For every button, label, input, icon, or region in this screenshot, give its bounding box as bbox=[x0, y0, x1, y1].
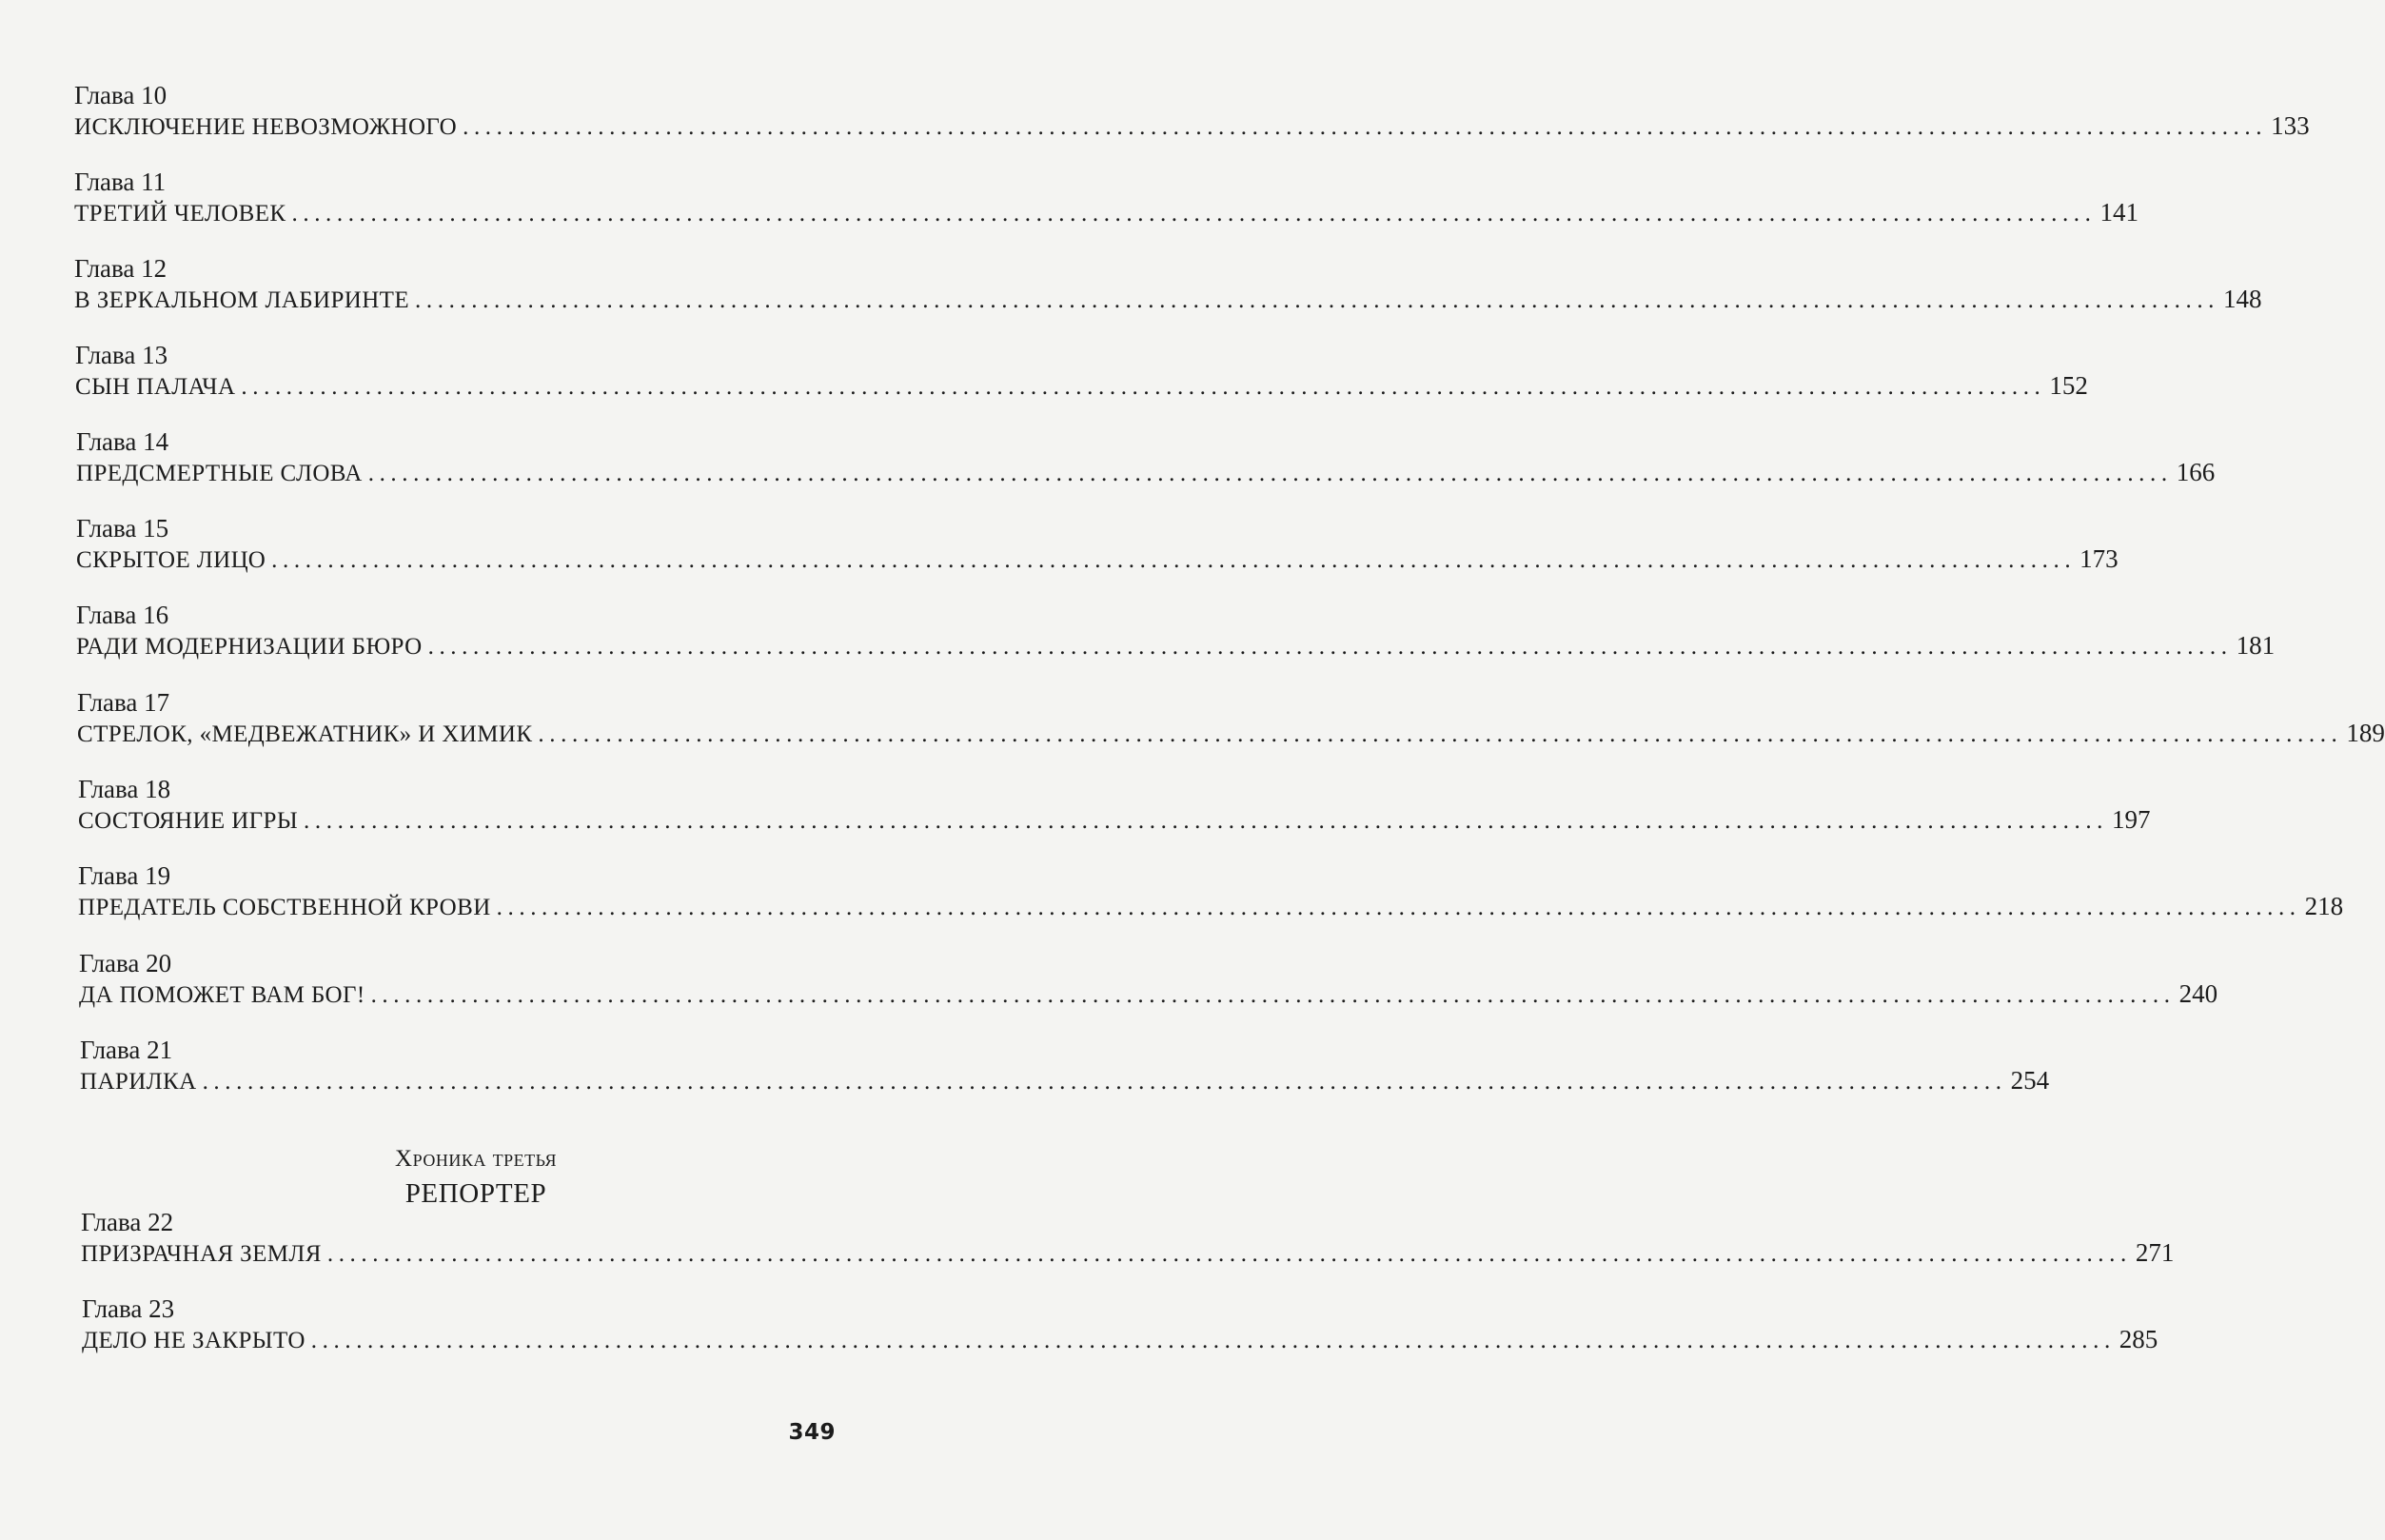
toc-title-row bbox=[77, 717, 2385, 749]
chapter-page-number: 152 bbox=[2049, 371, 2088, 400]
toc-title-row bbox=[76, 629, 2276, 661]
toc-title-row bbox=[74, 283, 2262, 315]
section-subtitle: Хроника третья bbox=[395, 1146, 557, 1172]
chapter-title: ТРЕТИЙ ЧЕЛОВЕК bbox=[74, 201, 286, 227]
chapter-label: Глава 16 bbox=[76, 601, 169, 629]
chapter-label: Глава 10 bbox=[74, 81, 168, 109]
chapter-page-number: 240 bbox=[2178, 979, 2218, 1008]
chapter-label: Глава 14 bbox=[76, 427, 169, 456]
toc-title-row bbox=[80, 1064, 2050, 1096]
dot-leader: ................................................................................................................................................................ bbox=[427, 634, 2233, 660]
toc-title-row bbox=[78, 890, 2344, 922]
chapter-title: СТРЕЛОК, «МЕДВЕЖАТНИК» И ХИМИК bbox=[77, 721, 533, 747]
chapter-page-number: 148 bbox=[2223, 285, 2262, 313]
toc-title-row bbox=[74, 109, 2310, 142]
toc-title-row bbox=[74, 196, 2139, 228]
toc-entry bbox=[0, 254, 2262, 330]
chapter-page-number: 197 bbox=[2112, 805, 2151, 834]
chapter-title: СКРЫТОЕ ЛИЦО bbox=[76, 547, 266, 573]
chapter-title: СОСТОЯНИЕ ИГРЫ bbox=[78, 808, 299, 834]
toc-title-row bbox=[78, 803, 2151, 836]
toc-title-row bbox=[82, 1323, 2158, 1355]
toc-title-row bbox=[79, 977, 2218, 1010]
dot-leader: ................................................................................................................................................................ bbox=[291, 201, 2097, 227]
chapter-page-number: 173 bbox=[2079, 544, 2119, 573]
chapter-label: Глава 20 bbox=[79, 949, 172, 977]
chapter-title: ИСКЛЮЧЕНИЕ НЕВОЗМОЖНОГО bbox=[74, 114, 458, 140]
chapter-page-number: 271 bbox=[2135, 1238, 2175, 1267]
toc-entry bbox=[0, 688, 2385, 764]
chapter-label: Глава 21 bbox=[80, 1036, 173, 1064]
section-title: РЕПОРТЕР bbox=[404, 1178, 547, 1209]
toc-entry bbox=[0, 168, 2139, 244]
toc-entry bbox=[0, 775, 2151, 851]
dot-leader: ................................................................................................................................................................ bbox=[304, 808, 2109, 834]
dot-leader: ................................................................................................................................................................ bbox=[271, 547, 2077, 573]
dot-leader: ................................................................................................................................................................ bbox=[310, 1328, 2116, 1353]
page-number: 349 bbox=[788, 1420, 836, 1445]
chapter-label: Глава 18 bbox=[78, 775, 171, 803]
toc-entry bbox=[0, 601, 2276, 677]
toc-entry bbox=[0, 1208, 2175, 1284]
dot-leader: ................................................................................................................................................................ bbox=[367, 461, 2173, 486]
toc-entry bbox=[0, 514, 2119, 590]
toc-title-row bbox=[76, 543, 2119, 575]
toc-entry bbox=[0, 427, 2216, 503]
chapter-label: Глава 17 bbox=[77, 688, 170, 717]
chapter-title: ПРИЗРАЧНАЯ ЗЕМЛЯ bbox=[81, 1241, 322, 1267]
chapter-label: Глава 19 bbox=[78, 861, 171, 890]
dot-leader: ................................................................................................................................................................ bbox=[370, 982, 2176, 1008]
chapter-page-number: 181 bbox=[2236, 631, 2276, 660]
dot-leader: ................................................................................................................................................................ bbox=[538, 721, 2343, 747]
toc-entry bbox=[0, 949, 2218, 1025]
chapter-title: ДА ПОМОЖЕТ ВАМ БОГ! bbox=[79, 982, 365, 1008]
chapter-page-number: 218 bbox=[2304, 892, 2344, 920]
dot-leader: ................................................................................................................................................................ bbox=[241, 374, 2046, 400]
chapter-title: ПРЕДАТЕЛЬ СОБСТВЕННОЙ КРОВИ bbox=[78, 895, 491, 920]
chapter-title: ДЕЛО НЕ ЗАКРЫТО bbox=[82, 1328, 306, 1353]
dot-leader: ................................................................................................................................................................ bbox=[415, 287, 2220, 313]
dot-leader: ................................................................................................................................................................ bbox=[496, 895, 2301, 920]
chapter-label: Глава 11 bbox=[74, 168, 167, 196]
toc-entry bbox=[0, 1294, 2158, 1371]
chapter-title: ПАРИЛКА bbox=[80, 1069, 197, 1095]
chapter-label: Глава 15 bbox=[76, 514, 169, 543]
chapter-page-number: 133 bbox=[2271, 111, 2310, 140]
chapter-label: Глава 23 bbox=[82, 1294, 175, 1323]
chapter-label: Глава 22 bbox=[81, 1208, 174, 1236]
chapter-title: ПРЕДСМЕРТНЫЕ СЛОВА bbox=[76, 461, 363, 486]
toc-entry bbox=[0, 1036, 2050, 1112]
toc-title-row bbox=[76, 456, 2216, 488]
chapter-page-number: 166 bbox=[2176, 458, 2216, 486]
dot-leader: ................................................................................................................................................................ bbox=[463, 114, 2268, 140]
chapter-page-number: 141 bbox=[2099, 198, 2139, 227]
chapter-page-number: 254 bbox=[2010, 1066, 2050, 1095]
chapter-page-number: 189 bbox=[2346, 719, 2385, 747]
chapter-page-number: 285 bbox=[2119, 1325, 2158, 1353]
toc-title-row bbox=[81, 1236, 2175, 1269]
dot-leader: ................................................................................................................................................................ bbox=[326, 1241, 2132, 1267]
toc-title-row bbox=[75, 369, 2088, 402]
chapter-title: В ЗЕРКАЛЬНОМ ЛАБИРИНТЕ bbox=[74, 287, 410, 313]
chapter-label: Глава 13 bbox=[75, 341, 168, 369]
toc-entry bbox=[0, 81, 2310, 157]
toc-entry bbox=[0, 861, 2344, 938]
toc-entry bbox=[0, 341, 2088, 417]
chapter-title: СЫН ПАЛАЧА bbox=[75, 374, 236, 400]
chapter-title: РАДИ МОДЕРНИЗАЦИИ БЮРО bbox=[76, 634, 423, 660]
chapter-label: Глава 12 bbox=[74, 254, 168, 283]
dot-leader: ................................................................................................................................................................ bbox=[202, 1069, 2007, 1095]
